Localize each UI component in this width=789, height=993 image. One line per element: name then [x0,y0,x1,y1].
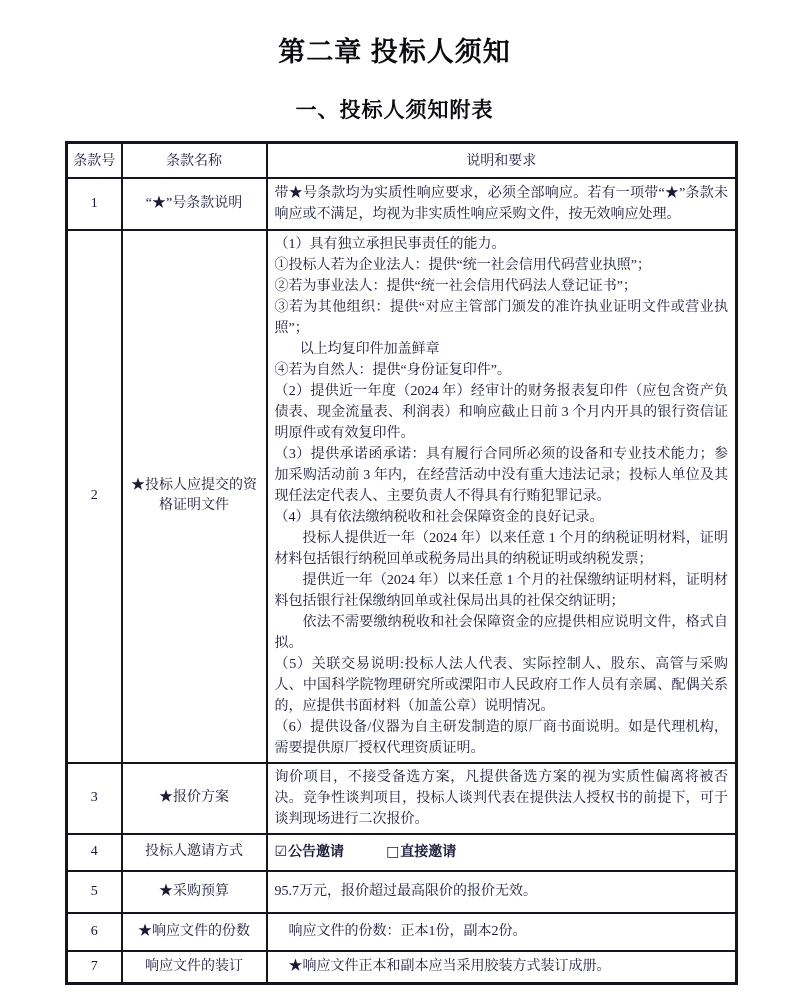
clause-name: 响应文件的装订 [122,951,267,984]
desc-paragraph: （5）关联交易说明:投标人法人代表、实际控制人、股东、高管与采购人、中国科学院物理研究所或溧阳市人民政府工作人员有亲属、配偶关系的，应提供书面材料（加盖公章）说明情况。 [274,656,728,714]
checkbox-unchecked-icon: □ [386,843,400,860]
clause-description [267,834,737,871]
desc-paragraph: ②若为事业法人：提供“统一社会信用代码法人登记证书”； [274,278,637,294]
desc-paragraph: （3）提供承诺函承诺：具有履行合同所必须的设备和专业技术能力；参加采购活动前 3 年内，在经营活动中没有重大违法记录；投标人单位及其现任法定代表人、主要负责人不得具有行贿犯罪记录。 [274,446,728,504]
desc-paragraph: ★响应文件正本和副本应当采用胶装方式装订成册。 [288,959,611,975]
clause-no: 2 [67,230,122,763]
desc-paragraph: 以上均复印件加盖鲜章 [299,341,440,357]
clause-no: 1 [67,178,122,230]
table-row-6 [67,913,737,951]
table-row-2 [67,230,737,763]
clause-name: ★投标人应提交的资格证明文件 [122,230,267,763]
clause-no: 5 [67,871,122,913]
clause-name: ★采购预算 [122,871,267,913]
desc-paragraph: 询价项目，不接受备选方案，凡提供备选方案的视为实质性偏离将被否决。竞争性谈判项目，投标人谈判代表在提供法人授权书的前提下，可于谈判现场进行二次报价。 [274,769,728,827]
option-label: 公告邀请 [288,844,345,860]
table-row-1 [67,178,737,230]
option-label: 直接邀请 [400,844,457,860]
table-row-7 [67,951,737,984]
clause-no: 7 [67,951,122,984]
clause-description [267,871,737,913]
desc-paragraph: （2）提供近一年度（2024 年）经审计的财务报表复印件（应包含资产负债表、现金流量表、利润表）和响应截止日前 3 个月内开具的银行资信证明原件或有效复印件。 [274,383,728,441]
clause-name: “★”号条款说明 [122,178,267,230]
col-header-clause-no: 条款号 [67,143,122,178]
clause-description [267,913,737,951]
desc-paragraph: 提供近一年（2024 年）以来任意 1 个月的社保缴纳证明材料，证明材料包括银行社保缴纳回单或社保局出具的社保交纳证明； [274,572,728,609]
desc-paragraph: 95.7万元，报价超过最高限价的报价无效。 [274,884,537,899]
clause-no: 3 [67,763,122,834]
clause-no: 6 [67,913,122,951]
desc-paragraph: 投标人提供近一年（2024 年）以来任意 1 个月的纳税证明材料，证明材料包括银行纳税回单或税务局出具的纳税证明或纳税发票； [274,530,728,567]
clause-description [267,951,737,984]
clause-name: 投标人邀请方式 [122,834,267,871]
invitation-options [275,842,729,863]
table-row-4 [67,834,737,871]
table-header-row [67,143,737,178]
desc-paragraph: （4）具有依法缴纳税收和社会保障资金的良好记录。 [274,509,604,525]
col-header-description: 说明和要求 [267,143,737,178]
bidder-notice-table [65,141,738,985]
table-row-3 [67,763,737,834]
table-row-5 [67,871,737,913]
option-direct-invitation [386,842,456,863]
clause-name: ★响应文件的份数 [122,913,267,951]
desc-paragraph: 响应文件的份数：正本1份，副本2份。 [288,924,527,939]
desc-paragraph: （1）具有独立承担民事责任的能力。 [274,236,506,252]
desc-paragraph: ③若为其他组织：提供“对应主管部门颁发的准许执业证明文件或营业执照”； [274,299,728,336]
desc-paragraph: ④若为自然人：提供“身份证复印件”。 [274,362,511,378]
col-header-clause-name: 条款名称 [122,143,267,178]
section-subtitle: 一、投标人须知附表 [295,99,494,122]
page-title: 第二章 投标人须知 [278,37,511,67]
desc-paragraph: ①投标人若为企业法人：提供“统一社会信用代码营业执照”； [274,257,651,273]
option-public-announcement [275,842,345,863]
clause-no: 4 [67,834,122,871]
desc-paragraph: （6）提供设备/仪器为自主研发制造的原厂商书面说明。如是代理机构，需要提供原厂授权代理资质证明。 [274,719,728,756]
desc-paragraph: 依法不需要缴纳税收和社会保障资金的应提供相应说明文件，格式自拟。 [274,614,728,651]
document-page [0,30,789,985]
clause-description [267,230,737,763]
desc-paragraph: 带★号条款均为实质性响应要求，必须全部响应。若有一项带“★”条款未响应或不满足，均视为非实质性响应采购文件，按无效响应处理。 [274,185,728,222]
checkbox-checked-icon: ☑ [274,843,288,860]
clause-description [267,763,737,834]
clause-description [267,178,737,230]
clause-name: ★报价方案 [122,763,267,834]
